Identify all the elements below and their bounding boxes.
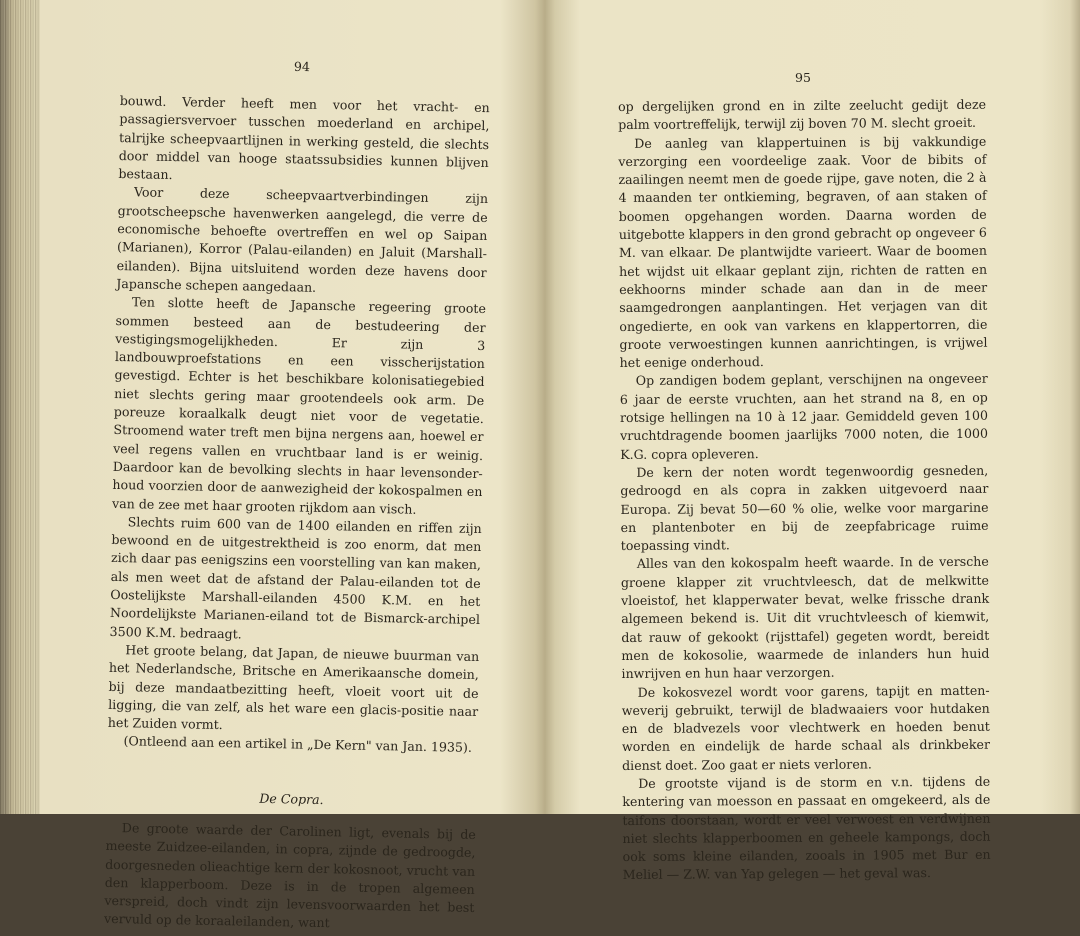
left-page-number: 94 — [293, 58, 311, 75]
right-paragraph-0: op dergelijken grond en in zilte zeelucht gedijt deze palm voortreffelijk, terwijl zij boven 70 M. slecht groeit. — [618, 96, 987, 133]
left-paragraph-3: Ten slotte heeft de Japansche regeering groote sommen besteed aan de bestudeering der vestigingsmogelijkheden. Er zijn 3 landbouwproefstations en een visscherijstation gevestigd. Echter is het beschikbare kolonisatiegebied niet slechts gering maar grootendeels ook arm. De poreuze koraalkalk deugt niet voor de vegetatie. Stroomend water treft men bijna nergens aan, hoewel er veel regens vallen en vruchtbaar land is er weinig. Daardoor kan de bevolking slechts in haar levensonderhoud voorzien door de aanwezigheid der kokospalmen en van de zee met haar grooten rijkdom aan visch. — [111, 294, 487, 517]
section-paragraph: De groote waarde der Carolinen ligt, evenals bij de meeste Zuidzee-eilanden, in copra, zijnde de gedroogde, doorgesneden olieachtige kern der kokosnoot, vrucht van den klapperboom. Deze is in de tropen algemeen verspreid, doch vindt zijn levensvoorwaarden het best vervuld op de koraaleilanden, want — [103, 820, 476, 931]
left-paragraph-4: Slechts ruim 600 van de 1400 eilanden en riffen zijn bewoond en de uitgestrektheid is zoo enorm, dat men zich daar pas eenigszins een voorstelling van kan maken, als men weet dat de afstand der Palau-eilanden tot de Oostelijkste Marshall-eilanden 4500 K.M. en het Noordelijkste Marianen-eiland tot de Bismarck-archipel 3500 K.M. bedraagt. — [109, 514, 482, 642]
left-paragraph-5: Het groote belang, dat Japan, de nieuwe buurman van het Nederlandsche, Britsche en Amerikaansche domein, bij deze mandaatbezitting heeft, vloeit voort uit de ligging, die van zelf, als het ware een glacis-positie naar het Zuiden vormt. — [107, 642, 480, 733]
left-page-text — [104, 92, 490, 936]
left-paragraph-2: Voor deze scheepvaartverbindingen zijn grootscheepsche havenwerken aangelegd, die verre de economische behoefte overtreffen en wel op Saipan (Marianen), Korror (Palau-eilanden) en Jaluit (Marshall-eilanden). Bijna uitsluitend worden deze havens door Japansche schepen aangedaan. — [116, 184, 489, 295]
right-page-number: 95 — [795, 70, 811, 85]
source-citation: (Ontleend aan een artikel in „De Kern" van Jan. 1935). — [123, 733, 473, 756]
right-page-text — [618, 96, 991, 885]
right-paragraph-5: De kokosvezel wordt voor garens, tapijt en matten-weverij gebruikt, terwijl de bladwaaiers voor hutdaken en de bladvezels voor vlechtwerk en hoeden benut worden en eindelijk de harde schaal als drinkbeker dienst doet. Zoo gaat er niets verloren. — [621, 682, 991, 773]
right-paragraph-1: De aanleg van klappertuinen is bij vakkundige verzorging een voordeelige zaak. Voor de bibits of zaailingen neemt men de goede rijpe, gave noten, die 2 à 4 maanden ter ontkieming, begraven, of aan staken of boomen opgehangen worden. Daarna worden de uitgebotte klappers in den grond gebracht op ongeveer 6 M. van elkaar. De plantwijdte varieert. Waar de boomen het wijdst uit elkaar geplant zijn, richten de ratten en eekhoorns minder schade aan dan in de meer saamgedrongen aanplantingen. Het verjagen van dit ongedierte, en ook van varkens en klappertorren, die groote verwoestingen kunnen aanrichtingen, is vrijwel het eenige onderhoud. — [618, 133, 988, 371]
right-paragraph-2: Op zandigen bodem geplant, verschijnen na ongeveer 6 jaar de eerste vruchten, aan het strand na 8, en op rotsige hellingen na 10 à 12 jaar. Gemiddeld geven 100 vruchtdragende boomen jaarlijks 7000 noten, die 1000 K.G. copra opleveren. — [619, 371, 989, 462]
right-paragraph-3: De kern der noten wordt tegenwoordig gesneden, gedroogd en als copra in zakken uitgevoerd naar Europa. Zij bevat 50—60 % olie, welke voor margarine en plantenboter en bij de zeepfabricage ruime toepassing vindt. — [620, 462, 989, 554]
right-paragraph-4: Alles van den kokospalm heeft waarde. In de versche groene klapper zit vruchtvleesch, dat de melkwitte vloeistof, het klapperwater bevat, welke frissche drank algemeen bekend is. Uit dit vruchtvleesch of kiemwit, dat rauw of gekookt (rijsttafel) gegeten wordt, bereidt men de kokosolie, waarmede de inlanders hun huid inwrijven en hun haar verzorgen. — [620, 554, 990, 682]
left-paragraph-1: bouwd. Verder heeft men voor het vracht- en passagiersvervoer tusschen moederland en archipel, talrijke scheepvaartlijnen in werking gesteld, die slechts door middel van hooge staatssubsidies kunnen blijven bestaan. — [118, 92, 490, 183]
right-paragraph-6: De grootste vijand is de storm en v.n. tijdens de kentering van moesson en passaat en omgekeerd, als de taifons doorstaan, wordt er veel verwoest en verdwijnen niet slechts klapperboomen en geheele kampongs, doch ook soms kleine eilanden, zooals in 1905 met Bur en Meliel — Z.W. van Yap gelegen — het geval was. — [622, 773, 991, 883]
page-stack-edge — [0, 0, 40, 814]
section-heading: De Copra. — [259, 790, 324, 807]
